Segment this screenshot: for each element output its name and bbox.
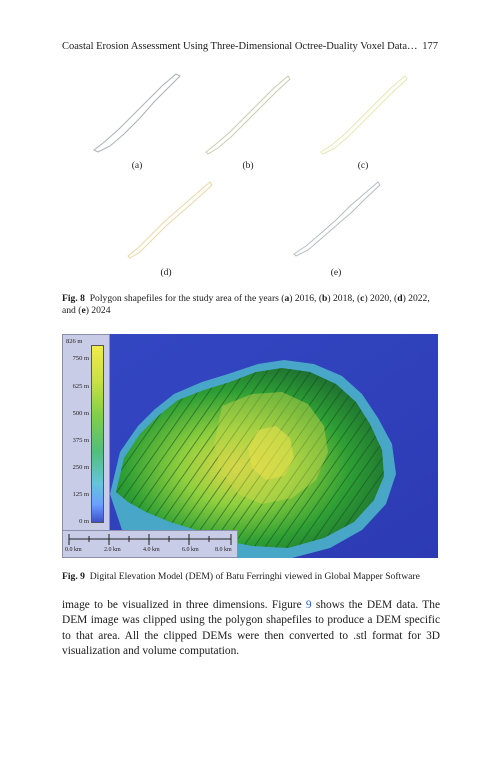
scale-label: 6.0 km (182, 547, 199, 553)
scale-bar (62, 530, 238, 558)
running-title: Coastal Erosion Assessment Using Three-Dimensional Octree-Duality Voxel Data… (62, 41, 418, 52)
figure-9-label: Fig. 9 (62, 571, 85, 582)
legend-tick: 0 m (79, 518, 89, 525)
figure-8 (62, 62, 442, 282)
body-paragraph: image to be visualized in three dimensions. Figure 9 shows the DEM data. The DEM image was clipped using the polygon shapefiles to produce a DEM specific to that area. All the clipped DEMs were then converted to .stl format for 3D visualization and volume computation. (62, 599, 440, 658)
legend-tick: 750 m (72, 355, 89, 362)
dem-image (62, 334, 438, 558)
scale-label: 0.0 km (65, 547, 82, 553)
panel-label-d: (d) (160, 268, 172, 278)
scale-label: 8.0 km (215, 547, 232, 553)
page-number: 177 (422, 41, 438, 52)
polygon-2020 (317, 70, 409, 156)
panel-label-a: (a) (131, 161, 143, 171)
figure-8-caption: Fig. 8 Polygon shapefiles for the study area of the years (a) 2016, (b) 2018, (c) 2020, (d) 2022, and (e) 2024 (62, 293, 430, 316)
polygon-2018 (202, 70, 292, 156)
polygon-2022 (124, 178, 216, 260)
panel-label-c: (c) (357, 161, 369, 171)
legend-max-label: 826 m (66, 338, 83, 345)
panel-label-b: (b) (242, 161, 254, 171)
polygon-2016 (92, 70, 182, 156)
figure-8-label: Fig. 8 (62, 293, 85, 304)
figure-9-reference-link[interactable]: 9 (305, 599, 312, 611)
figure-9-caption: Fig. 9 Digital Elevation Model (DEM) of Batu Ferringhi viewed in Global Mapper Software (62, 571, 420, 582)
scale-label: 2.0 km (104, 547, 121, 553)
scale-ruler (63, 531, 237, 547)
elevation-color-bar (91, 345, 104, 523)
scale-label: 4.0 km (143, 547, 160, 553)
running-header (62, 41, 438, 55)
panel-label-e: (e) (330, 268, 342, 278)
legend-tick: 625 m (72, 383, 89, 390)
legend-tick: 125 m (72, 491, 89, 498)
legend-tick: 250 m (72, 464, 89, 471)
polygon-2024 (290, 178, 382, 260)
elevation-legend (62, 334, 110, 532)
legend-tick: 375 m (72, 437, 89, 444)
legend-tick: 500 m (72, 410, 89, 417)
